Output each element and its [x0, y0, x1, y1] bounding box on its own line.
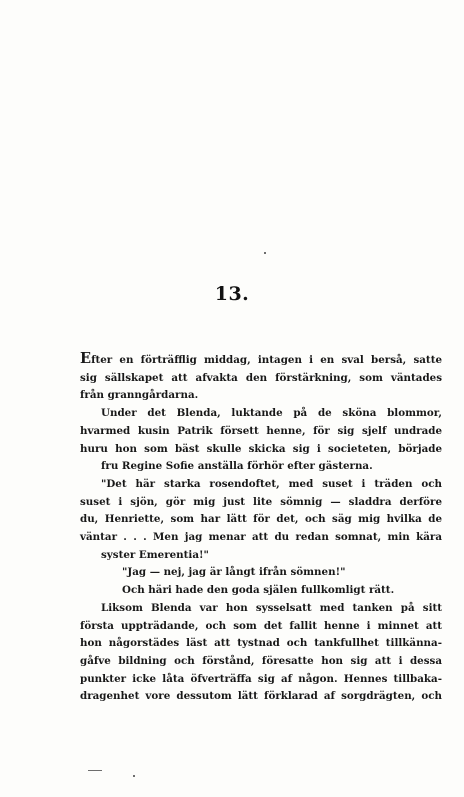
text-line: väntar . . . Men jag menar att du redan somnat, min kära — [80, 531, 442, 544]
text-line: Och häri hade den goda själen fullkomligt rätt. — [122, 584, 395, 597]
text-line: "Jag — nej, jag är långt ifrån sömnen!" — [122, 566, 346, 579]
ink-mark — [88, 770, 102, 771]
text-line: du, Henriette, som har lätt för det, och säg mig hvilka de — [80, 513, 442, 526]
body-text — [80, 352, 442, 706]
paragraph — [80, 564, 442, 582]
ink-speck — [133, 775, 135, 777]
drop-cap: E — [80, 350, 92, 367]
text-line: syster Emerentia!" — [101, 548, 209, 561]
text-line: suset i sjön, gör mig just lite sömnig — sladdra derföre — [80, 495, 442, 508]
chapter-number: 13. — [214, 283, 250, 305]
text-line: första uppträdande, och som det fallit henne i minnet att — [80, 619, 442, 632]
paragraph — [80, 405, 442, 476]
text-line: från granngårdarna. — [80, 389, 199, 402]
paragraph — [80, 476, 442, 565]
text-line: hon någorstädes läst att tystnad och tankfullhet tillkänna- — [80, 637, 442, 650]
paragraph — [80, 600, 442, 706]
text-line: punkter icke låta öfverträffa sig af någon. Hennes tillbaka- — [80, 672, 442, 685]
text-line: fter en förträfflig middag, intagen i en sval berså, satte — [91, 354, 442, 366]
text-line: Liksom Blenda var hon sysselsatt med tanken på sitt — [101, 601, 442, 614]
text-line: gåfve bildning och förstånd, föresatte hon sig att i dessa — [80, 654, 442, 667]
ink-speck — [264, 252, 266, 254]
text-line: Under det Blenda, luktande på de sköna blommor, — [101, 407, 442, 420]
text-line: dragenhet vore dessutom lätt förklarad af sorgdrägten, och — [80, 690, 442, 703]
text-line: huru hon som bäst skulle skicka sig i societeten, började — [80, 442, 442, 455]
text-line: hvarmed kusin Patrik försett henne, för sig sjelf undrade — [80, 424, 442, 437]
text-line: "Det här starka rosendoftet, med suset i träden och — [101, 477, 442, 490]
text-line: fru Regine Sofie anställa förhör efter gästerna. — [101, 460, 373, 473]
text-line: sig sällskapet att afvakta den förstärkning, som väntades — [80, 371, 442, 384]
paragraph — [80, 582, 442, 600]
paragraph — [80, 352, 442, 405]
